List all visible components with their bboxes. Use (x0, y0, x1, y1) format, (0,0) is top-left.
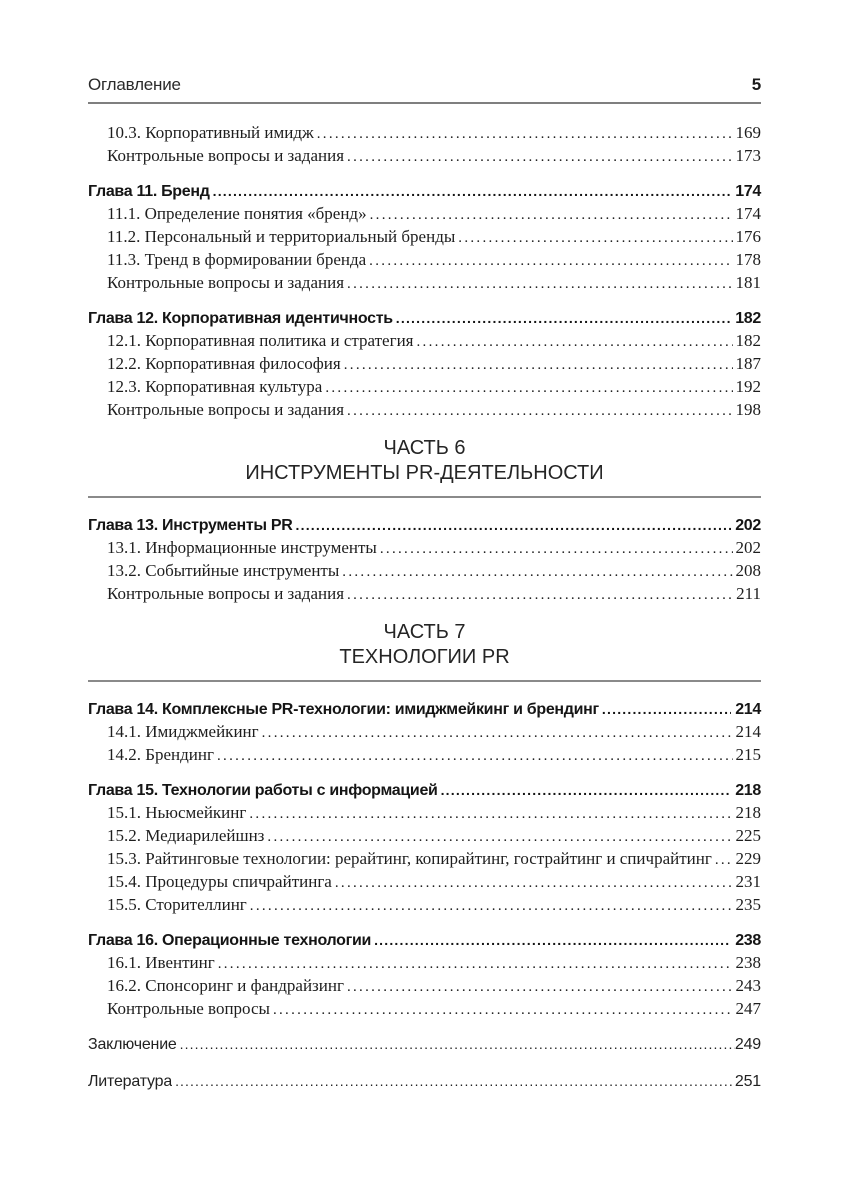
toc-chapter-page: 202 (735, 517, 761, 534)
dot-leader (335, 872, 733, 894)
toc-entry-label: 14.1. Имиджмейкинг (107, 722, 259, 741)
toc-entry (88, 975, 761, 998)
toc-entry-page: 247 (735, 999, 761, 1018)
toc-entry (88, 721, 761, 744)
dot-leader (296, 514, 732, 536)
dot-leader (347, 584, 733, 606)
toc-entry (88, 145, 761, 168)
toc-entry-page: 173 (735, 146, 761, 165)
toc-entry-label: 15.4. Процедуры спичрайтинга (107, 872, 332, 891)
toc-chapter-page: 218 (735, 782, 761, 799)
toc-block-ch13 (88, 514, 761, 606)
dot-leader (347, 273, 732, 295)
header-rule (88, 102, 761, 104)
toc-entry-label: 12.1. Корпоративная политика и стратегия (107, 331, 414, 350)
toc-entry (88, 203, 761, 226)
toc-entry-label: 11.2. Персональный и территориальный бренды (107, 227, 456, 246)
toc-entry-page: 169 (735, 123, 761, 142)
toc-entry (88, 744, 761, 767)
dot-leader (218, 953, 733, 975)
dot-leader (370, 204, 733, 226)
toc-entry-label: Контрольные вопросы и задания (107, 400, 345, 419)
toc-entry (88, 249, 761, 272)
toc-entry (88, 226, 761, 249)
toc-entry-page: 174 (735, 204, 761, 223)
dot-leader (267, 826, 732, 848)
dot-leader (347, 976, 733, 998)
part-number: ЧАСТЬ 6 (383, 437, 466, 459)
toc-chapter-entry (88, 698, 761, 721)
toc-entry (88, 894, 761, 917)
toc-entry-page: 235 (735, 895, 761, 914)
toc-entry (88, 802, 761, 825)
toc-block-ch15 (88, 779, 761, 917)
toc-conclusion-entry (88, 1033, 761, 1056)
dot-leader (180, 1033, 735, 1055)
dot-leader (347, 146, 732, 168)
toc-block-ch11 (88, 180, 761, 295)
toc-entry (88, 537, 761, 560)
toc-entry-label: Литература (88, 1073, 173, 1090)
toc-entry-label: 16.1. Ивентинг (107, 953, 215, 972)
toc-entry-page: 211 (736, 584, 761, 603)
dot-leader (250, 895, 733, 917)
toc-entry-label: Контрольные вопросы и задания (107, 273, 345, 292)
toc-entry-page: 215 (735, 745, 761, 764)
toc-entry-label: 13.2. Событийные инструменты (107, 561, 340, 580)
dot-leader (602, 698, 731, 720)
toc-entry-page: 229 (735, 849, 761, 868)
toc-entry (88, 848, 761, 871)
dot-leader (441, 779, 732, 801)
toc-entry-label: 10.3. Корпоративный имидж (107, 123, 314, 142)
toc-entry-page: 218 (735, 803, 761, 822)
part-rule (88, 496, 761, 498)
toc-chapter-title: Глава 13. Инструменты PR (88, 517, 293, 534)
toc-chapter-page: 214 (735, 701, 761, 718)
toc-entry-page: 202 (735, 538, 761, 557)
toc-chapter-entry (88, 779, 761, 802)
toc-entry-label: 15.5. Сторителлинг (107, 895, 247, 914)
toc-entry-label: Контрольные вопросы и задания (107, 584, 345, 603)
toc-entry-page: 176 (735, 227, 761, 246)
toc-entry-label: Контрольные вопросы (107, 999, 270, 1018)
toc-entry (88, 399, 761, 422)
toc-entry (88, 122, 761, 145)
toc-entry-label: 13.1. Информационные инструменты (107, 538, 377, 557)
toc-entry-page: 187 (735, 354, 761, 373)
toc-entry-label: Контрольные вопросы и задания (107, 146, 345, 165)
toc-chapter-entry (88, 514, 761, 537)
dot-leader (380, 538, 733, 560)
toc-entry (88, 330, 761, 353)
toc-chapter-page: 174 (735, 183, 761, 200)
dot-leader (342, 561, 732, 583)
toc-entry-page: 231 (735, 872, 761, 891)
toc-block-ch16 (88, 929, 761, 1021)
toc-entry-label: 11.3. Тренд в формировании бренда (107, 250, 367, 269)
toc-entry (88, 376, 761, 399)
dot-leader (374, 929, 731, 951)
dot-leader (213, 180, 732, 202)
toc-block-ch14 (88, 698, 761, 767)
toc-entry-label: 15.2. Медиарилейшнз (107, 826, 265, 845)
toc-entry (88, 998, 761, 1021)
toc-literature-entry (88, 1070, 761, 1093)
toc-entry-label: 15.1. Ньюсмейкинг (107, 803, 247, 822)
toc-entry (88, 560, 761, 583)
dot-leader (249, 803, 732, 825)
dot-leader (325, 377, 732, 399)
dot-leader (262, 722, 733, 744)
toc-entry-page: 181 (735, 273, 761, 292)
toc-entry (88, 583, 761, 606)
toc-chapter-title: Глава 14. Комплексные PR-технологии: имиджмейкинг и брендинг (88, 701, 599, 718)
dot-leader (715, 849, 733, 871)
toc-entry-page: 249 (734, 1036, 761, 1053)
toc-entry-page: 182 (735, 331, 761, 350)
toc-chapter-entry (88, 929, 761, 952)
dot-leader (347, 400, 732, 422)
part-number: ЧАСТЬ 7 (383, 621, 466, 643)
toc-entry-label: 16.2. Спонсоринг и фандрайзинг (107, 976, 344, 995)
toc-entry-label: 12.2. Корпоративная философия (107, 354, 341, 373)
dot-leader (273, 999, 733, 1021)
toc-entry (88, 952, 761, 975)
dot-leader (396, 307, 731, 329)
dot-leader (175, 1070, 735, 1092)
toc-entry (88, 871, 761, 894)
toc-entry-page: 251 (734, 1073, 761, 1090)
toc-entry (88, 825, 761, 848)
toc-entry-label: 11.1. Определение понятия «бренд» (107, 204, 367, 223)
part-heading-7 (88, 620, 761, 670)
dot-leader (369, 250, 732, 272)
toc-entry (88, 272, 761, 295)
toc-entry-page: 178 (735, 250, 761, 269)
toc-chapter-entry (88, 307, 761, 330)
toc-entry-page: 243 (735, 976, 761, 995)
part-title: ТЕХНОЛОГИИ PR (339, 646, 510, 668)
dot-leader (417, 331, 733, 353)
toc-chapter-title: Глава 11. Бренд (88, 183, 210, 200)
part-title: ИНСТРУМЕНТЫ PR-ДЕЯТЕЛЬНОСТИ (245, 462, 604, 484)
toc-entry (88, 353, 761, 376)
toc-entry-page: 225 (735, 826, 761, 845)
toc-chapter-title: Глава 16. Операционные технологии (88, 932, 372, 949)
toc-chapter-title: Глава 15. Технологии работы с информацией (88, 782, 438, 799)
toc-block-ch12 (88, 307, 761, 422)
toc-entry-page: 198 (735, 400, 761, 419)
toc-entry-page: 214 (735, 722, 761, 741)
dot-leader (458, 227, 732, 249)
part-rule (88, 680, 761, 682)
toc-entry-label: Заключение (88, 1036, 177, 1053)
dot-leader (217, 745, 733, 767)
page-header (88, 76, 761, 94)
toc-entry-label: 14.2. Брендинг (107, 745, 214, 764)
toc-entry-page: 192 (735, 377, 761, 396)
toc-entry-page: 208 (735, 561, 761, 580)
toc-entry-page: 238 (735, 953, 761, 972)
toc-block-ch10-tail (88, 122, 761, 168)
page-number: 5 (751, 75, 761, 94)
dot-leader (317, 123, 733, 145)
dot-leader (344, 354, 733, 376)
toc-entry-label: 15.3. Райтинговые технологии: рерайтинг, копирайтинг, гострайтинг и спичрайтинг (107, 849, 712, 868)
toc-entry-label: 12.3. Корпоративная культура (107, 377, 323, 396)
toc-chapter-entry (88, 180, 761, 203)
page-header-title: Оглавление (88, 75, 181, 94)
toc-chapter-page: 182 (735, 310, 761, 327)
toc-chapter-page: 238 (735, 932, 761, 949)
part-heading-6 (88, 436, 761, 486)
toc-chapter-title: Глава 12. Корпоративная идентичность (88, 310, 393, 327)
